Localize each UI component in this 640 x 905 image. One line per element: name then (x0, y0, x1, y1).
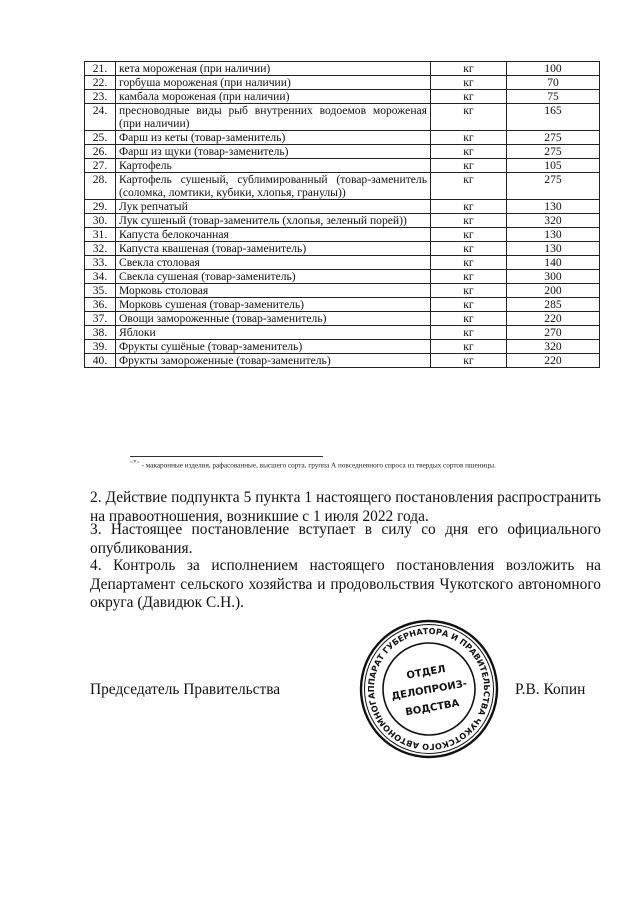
table-row (85, 200, 600, 214)
product-name: Свекла сушеная (товар-заменитель) (116, 270, 431, 284)
signatory-name: Р.В. Копин (515, 681, 586, 698)
quantity-cell: 285 (507, 298, 600, 312)
table-row (85, 354, 600, 368)
quantity-cell: 200 (507, 284, 600, 298)
quantity-cell: 270 (507, 326, 600, 340)
table-row (85, 284, 600, 298)
quantity-cell: 130 (507, 242, 600, 256)
unit-cell: кг (431, 214, 507, 228)
table-row (85, 131, 600, 145)
product-name: пресноводные виды рыб внутренних водоемов мороженая (при наличии) (116, 104, 431, 131)
row-number: 33. (85, 256, 116, 270)
table-row (85, 340, 600, 354)
product-name: Капуста белокочанная (116, 228, 431, 242)
footnote-divider (130, 456, 323, 457)
unit-cell: кг (431, 90, 507, 104)
signatory-title: Председатель Правительства (90, 681, 281, 698)
quantity-cell: 140 (507, 256, 600, 270)
paragraph-entry-into-force: 3. Настоящее постановление вступает в силу со дня его официального опубликования. (90, 521, 601, 557)
norms-table (84, 61, 600, 368)
row-number: 32. (85, 242, 116, 256)
row-number: 35. (85, 284, 116, 298)
quantity-cell: 220 (507, 354, 600, 368)
quantity-cell: 130 (507, 200, 600, 214)
product-name: Морковь сушеная (товар-заменитель) (116, 298, 431, 312)
table-row (85, 104, 600, 131)
table-row (85, 173, 600, 200)
unit-cell: кг (431, 312, 507, 326)
unit-cell: кг (431, 242, 507, 256)
unit-cell: кг (431, 284, 507, 298)
unit-cell: кг (431, 159, 507, 173)
row-number: 37. (85, 312, 116, 326)
product-name: Лук репчатый (116, 200, 431, 214)
table-row (85, 256, 600, 270)
official-seal (358, 618, 500, 760)
table-row (85, 270, 600, 284)
unit-cell: кг (431, 145, 507, 159)
seal-ring-text: АППАРАТ ГУБЕРНАТОРА И ПРАВИТЕЛЬСТВА ЧУКОТСКОГО АВТОНОМНОГО (365, 625, 493, 753)
table-row (85, 214, 600, 228)
unit-cell: кг (431, 340, 507, 354)
paragraph-effective-date: 2. Действие подпункта 5 пункта 1 настоящего постановления распространить на правоотношения, возникшие с 1 июля 2022 года. (90, 489, 601, 525)
product-name: Картофель (116, 159, 431, 173)
quantity-cell: 275 (507, 145, 600, 159)
table-row (85, 159, 600, 173)
product-name: Фарш из щуки (товар-заменитель) (116, 145, 431, 159)
table-row (85, 242, 600, 256)
product-name: Фарш из кеты (товар-заменитель) (116, 131, 431, 145)
unit-cell: кг (431, 270, 507, 284)
row-number: 36. (85, 298, 116, 312)
row-number: 38. (85, 326, 116, 340)
row-number: 31. (85, 228, 116, 242)
row-number: 40. (85, 354, 116, 368)
product-name: Яблоки (116, 326, 431, 340)
paragraph-control: 4. Контроль за исполнением настоящего постановления возложить на Департамент сельского хозяйства и продовольствия Чукотского автономного округа (Давидюк С.Н.). (90, 557, 601, 611)
row-number: 21. (85, 62, 116, 76)
unit-cell: кг (431, 76, 507, 90)
product-name: Фрукты сушёные (товар-заменитель) (116, 340, 431, 354)
unit-cell: кг (431, 326, 507, 340)
quantity-cell: 220 (507, 312, 600, 326)
table-row (85, 62, 600, 76)
quantity-cell: 275 (507, 173, 600, 200)
quantity-cell: 300 (507, 270, 600, 284)
row-number: 23. (85, 90, 116, 104)
seal-line-1: ОТДЕЛ (405, 663, 447, 682)
table-row (85, 76, 600, 90)
footnote (130, 459, 600, 470)
quantity-cell: 130 (507, 228, 600, 242)
seal-line-2: ДЕЛОПРОИЗ- (390, 678, 468, 703)
unit-cell: кг (431, 104, 507, 131)
table-row (85, 228, 600, 242)
product-name: Морковь столовая (116, 284, 431, 298)
unit-cell: кг (431, 298, 507, 312)
row-number: 39. (85, 340, 116, 354)
table-row (85, 312, 600, 326)
product-name: кета мороженая (при наличии) (116, 62, 431, 76)
product-name: Лук сушеный (товар-заменитель (хлопья, зеленый порей)) (116, 214, 431, 228)
product-name: Капуста квашеная (товар-заменитель) (116, 242, 431, 256)
unit-cell: кг (431, 228, 507, 242)
quantity-cell: 70 (507, 76, 600, 90)
row-number: 24. (85, 104, 116, 131)
seal-line-3: ВОДСТВА (404, 698, 461, 719)
unit-cell: кг (431, 62, 507, 76)
product-name: Овощи замороженные (товар-заменитель) (116, 312, 431, 326)
product-name: камбала мороженая (при наличии) (116, 90, 431, 104)
quantity-cell: 165 (507, 104, 600, 131)
unit-cell: кг (431, 173, 507, 200)
unit-cell: кг (431, 200, 507, 214)
product-name: Фрукты замороженные (товар-заменитель) (116, 354, 431, 368)
table-row (85, 326, 600, 340)
row-number: 27. (85, 159, 116, 173)
table-row (85, 90, 600, 104)
row-number: 29. (85, 200, 116, 214)
row-number: 34. (85, 270, 116, 284)
quantity-cell: 320 (507, 340, 600, 354)
row-number: 22. (85, 76, 116, 90)
row-number: 28. (85, 173, 116, 200)
quantity-cell: 105 (507, 159, 600, 173)
row-number: 30. (85, 214, 116, 228)
product-name: горбуша мороженая (при наличии) (116, 76, 431, 90)
quantity-cell: 100 (507, 62, 600, 76)
product-name: Картофель сушеный, сублимированный (товар-заменитель (соломка, ломтики, кубики, хлопья, гранулы)) (116, 173, 431, 200)
row-number: 25. (85, 131, 116, 145)
product-name: Свекла столовая (116, 256, 431, 270)
unit-cell: кг (431, 354, 507, 368)
quantity-cell: 75 (507, 90, 600, 104)
norms-table-body (85, 62, 600, 368)
table-row (85, 298, 600, 312)
footnote-text: - макаронные изделия, рафасованные, высшего сорта, группа А повседневного спроса из твердых сортов пшеницы. (139, 461, 496, 470)
unit-cell: кг (431, 131, 507, 145)
quantity-cell: 320 (507, 214, 600, 228)
footnote-mark: <*> (130, 460, 140, 466)
quantity-cell: 275 (507, 131, 600, 145)
table-row (85, 145, 600, 159)
unit-cell: кг (431, 256, 507, 270)
row-number: 26. (85, 145, 116, 159)
